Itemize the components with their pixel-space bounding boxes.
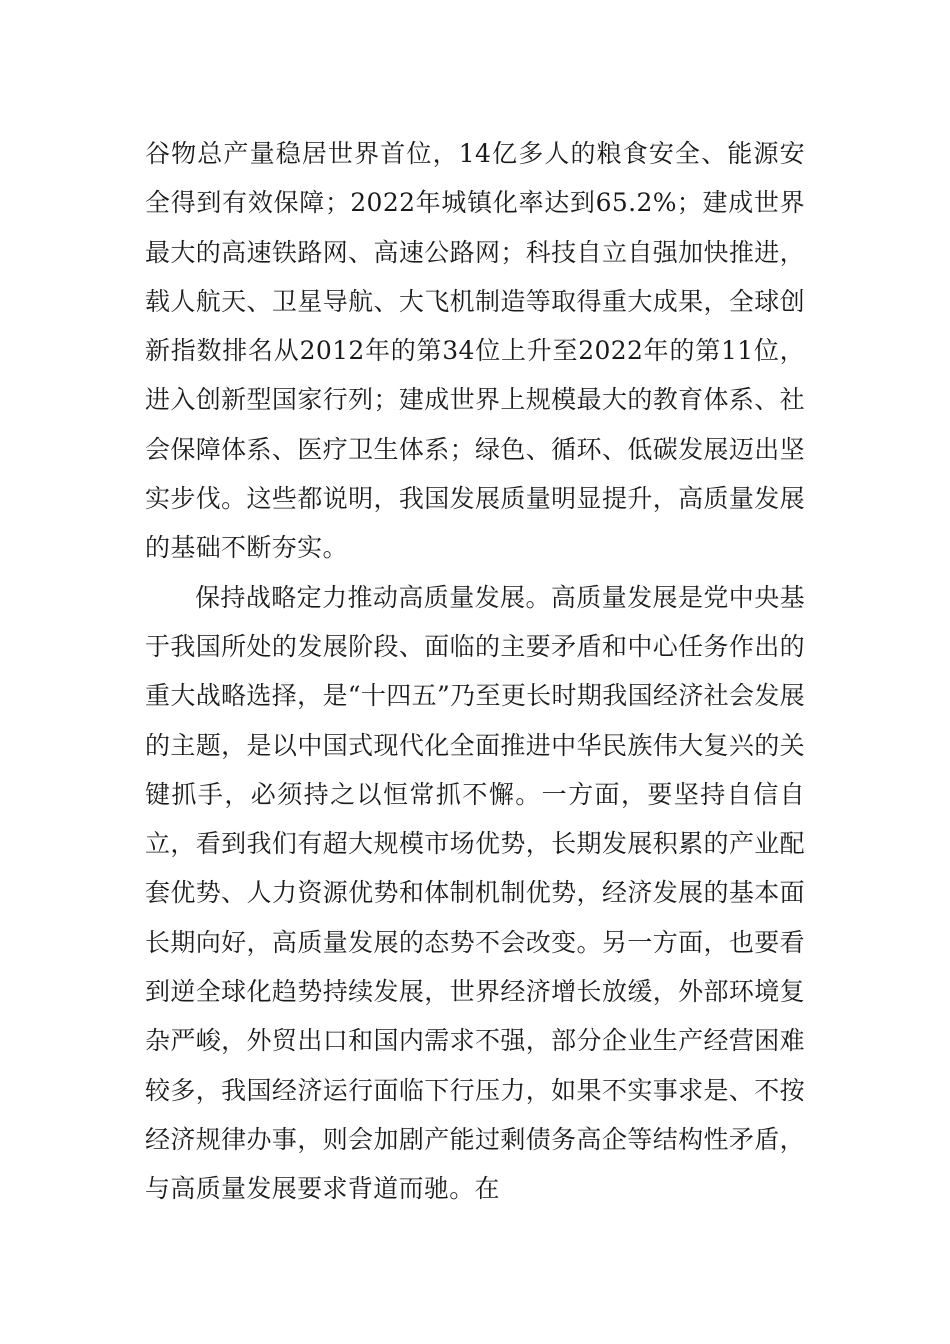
- document-body: [145, 129, 805, 1214]
- paragraph-continuation: 谷物总产量稳居世界首位，14亿多人的粮食安全、能源安全得到有效保障；2022年城镇化率达到65.2%；建成世界最大的高速铁路网、高速公路网；科技自立自强加快推进，载人航天、卫星导航、大飞机制造等取得重大成果，全球创新指数排名从2012年的第34位上升至2022年的第11位，进入创新型国家行列；建成世界上规模最大的教育体系、社会保障体系、医疗卫生体系；绿色、循环、低碳发展迈出坚实步伐。这些都说明，我国发展质量明显提升，高质量发展的基础不断夯实。: [145, 139, 805, 563]
- paragraph-high-quality-development: 保持战略定力推动高质量发展。高质量发展是党中央基于我国所处的发展阶段、面临的主要矛盾和中心任务作出的重大战略选择，是“十四五”乃至更长时期我国经济社会发展的主题，是以中国式现代化全面推进中华民族伟大复兴的关键抓手，必须持之以恒常抓不懈。一方面，要坚持自信自立，看到我们有超大规模市场优势，长期发展积累的产业配套优势、人力资源优势和体制机制优势，经济发展的基本面长期向好，高质量发展的态势不会改变。另一方面，也要看到逆全球化趋势持续发展，世界经济增长放缓，外部环境复杂严峻，外贸出口和国内需求不强，部分企业生产经营困难较多，我国经济运行面临下行压力，如果不实事求是、不按经济规律办事，则会加剧产能过剩债务高企等结构性矛盾，与高质量发展要求背道而驰。在: [145, 582, 806, 1204]
